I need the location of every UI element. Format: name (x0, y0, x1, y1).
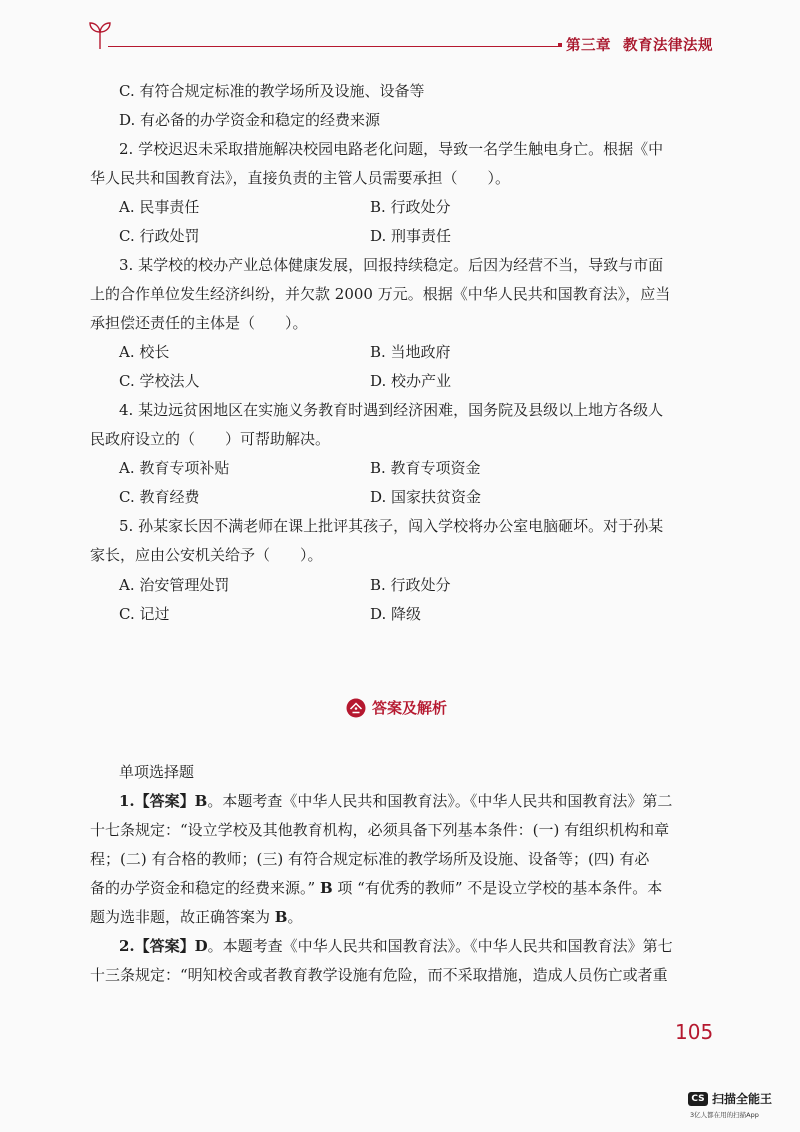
a1-line4 (90, 878, 662, 898)
answers-subtitle: 单项选择题 (119, 763, 195, 781)
q2-option-b: B. 行政处分 (370, 198, 451, 216)
q1-option-c: C. 有符合规定标准的教学场所及设施、设备等 (119, 82, 425, 100)
a2-line1-text: 。本题考查《中华人民共和国教育法》。《中华人民共和国教育法》第七 (207, 937, 673, 955)
scanner-logo-icon: CS (688, 1092, 708, 1106)
scanner-name: 扫描全能王 (712, 1092, 773, 1106)
a1-line4-c: 项 “有优秀的教师” 不是设立学校的基本条件。本 (332, 879, 663, 897)
a1-line3: 程；(二) 有合格的教师；(三) 有符合规定标准的教学场所及设施、设备等；(四) 有必 (90, 850, 650, 868)
q2-stem-line1: 2. 学校迟迟未采取措施解决校园电路老化问题，导致一名学生触电身亡。根据《中 (119, 140, 664, 158)
header-rule (108, 46, 558, 47)
scanner-tagline: 3亿人都在用的扫描App (690, 1111, 759, 1119)
q3-option-c: C. 学校法人 (119, 372, 200, 390)
q3-option-d: D. 校办产业 (370, 372, 452, 390)
header-rule-end (558, 43, 562, 47)
a1-line2: 十七条规定：“设立学校及其他教育机构，必须具备下列基本条件：(一) 有组织机构和章 (90, 821, 670, 839)
q5-option-b: B. 行政处分 (370, 576, 451, 594)
q5-option-d: D. 降级 (370, 605, 422, 623)
q2-option-d: D. 刑事责任 (370, 227, 452, 245)
a2-line1 (119, 936, 673, 956)
q5-option-a: A. 治安管理处罚 (119, 576, 230, 594)
answers-section-heading (346, 697, 447, 718)
q4-option-a: A. 教育专项补贴 (119, 459, 230, 477)
q4-option-b: B. 教育专项资金 (370, 459, 481, 477)
a1-line5-c: 。 (287, 908, 303, 926)
q5-stem-line2: 家长，应由公安机关给予（ ）。 (90, 546, 323, 564)
a1-answer-label: 1.【答案】B (119, 792, 208, 810)
a1-line4-a: 备的办学资金和稳定的经费来源。” (90, 879, 320, 897)
chapter-title: 教育法律法规 (623, 38, 713, 54)
q3-stem-line3: 承担偿还责任的主体是（ ）。 (90, 314, 308, 332)
scanner-watermark (688, 1090, 772, 1107)
a1-line4-b: B (319, 879, 333, 897)
chapter-heading (566, 34, 713, 55)
q5-stem-line1: 5. 孙某家长因不满老师在课上批评其孩子，闯入学校将办公室电脑砸坏。对于孙某 (119, 517, 664, 535)
answers-section-title: 答案及解析 (372, 699, 448, 717)
chapter-number: 第三章 (566, 38, 611, 54)
q5-option-c: C. 记过 (119, 605, 170, 623)
page-number: 105 (675, 1020, 714, 1044)
q3-stem-line2: 上的合作单位发生经济纠纷，并欠款 2000 万元。根据《中华人民共和国教育法》，应当 (90, 285, 671, 303)
a1-line5-b: B (274, 908, 288, 926)
a1-line5 (90, 907, 302, 927)
q4-stem-line2: 民政府设立的（ ）可帮助解决。 (90, 430, 331, 448)
q4-option-d: D. 国家扶贫资金 (370, 488, 482, 506)
a2-line2: 十三条规定：“明知校舍或者教育教学设施有危险，而不采取措施，造成人员伤亡或者重 (90, 966, 668, 984)
q4-stem-line1: 4. 某边远贫困地区在实施义务教育时遇到经济困难，国务院及县级以上地方各级人 (119, 401, 664, 419)
q1-option-d: D. 有必备的办学资金和稳定的经费来源 (119, 111, 381, 129)
a1-line5-a: 题为选非题，故正确答案为 (90, 908, 275, 926)
teacher-badge-icon (346, 698, 366, 718)
a1-line1-text: 。本题考查《中华人民共和国教育法》。《中华人民共和国教育法》第二 (207, 792, 673, 810)
q4-option-c: C. 教育经费 (119, 488, 200, 506)
q3-option-b: B. 当地政府 (370, 343, 451, 361)
q2-option-a: A. 民事责任 (119, 198, 200, 216)
a2-answer-label: 2.【答案】D (119, 937, 208, 955)
q2-stem-line2: 华人民共和国教育法》，直接负责的主管人员需要承担（ ）。 (90, 169, 511, 187)
q2-option-c: C. 行政处罚 (119, 227, 200, 245)
q3-option-a: A. 校长 (119, 343, 170, 361)
a1-line1 (119, 791, 672, 811)
q3-stem-line1: 3. 某学校的校办产业总体健康发展，回报持续稳定。后因为经营不当，导致与市面 (119, 256, 664, 274)
